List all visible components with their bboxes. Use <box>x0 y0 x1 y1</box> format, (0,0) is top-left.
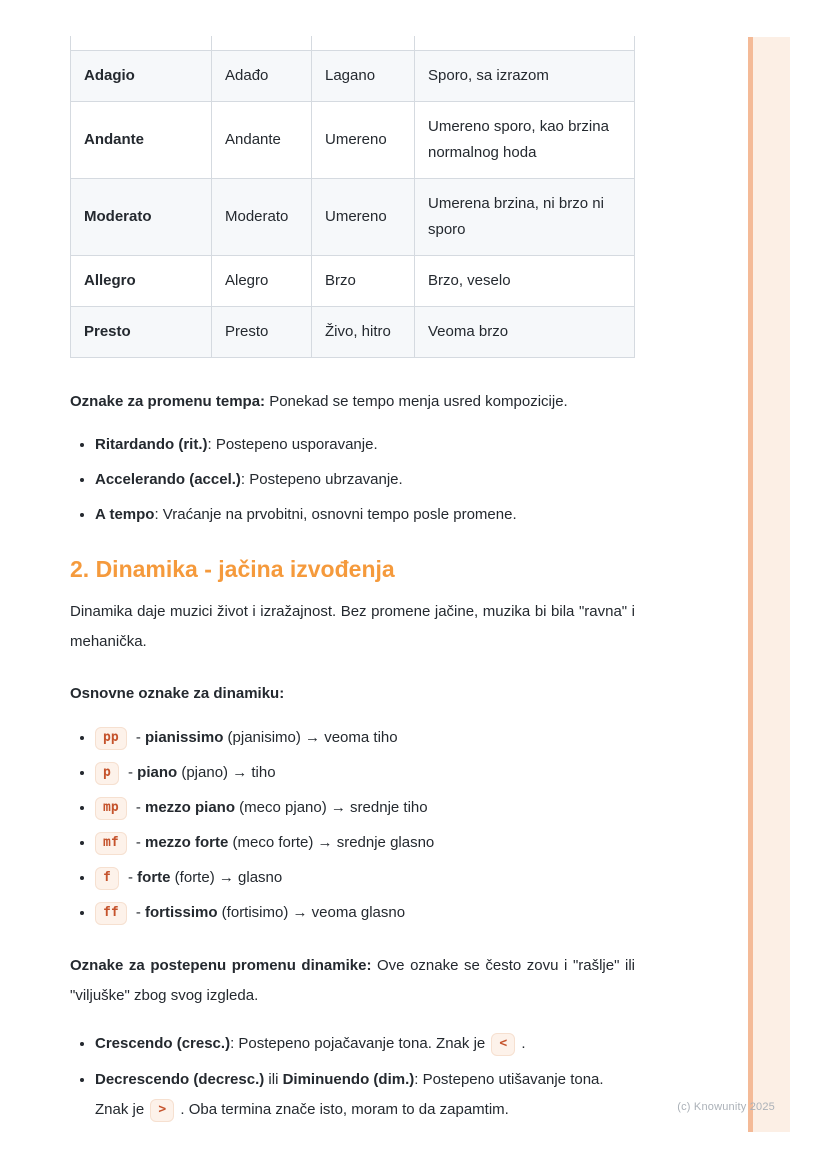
table-cell-pronunciation: Moderato <box>212 178 312 255</box>
table-cell-description: Umerena brzina, ni brzo ni sporo <box>415 178 635 255</box>
dash: - <box>128 763 138 781</box>
document-content <box>70 36 635 1131</box>
table-cell-term: Andante <box>71 101 212 178</box>
badge-decrescendo-symbol: > <box>150 1099 174 1122</box>
list-item-mezzo-piano <box>95 795 635 820</box>
term-label: Crescendo (cresc.) <box>95 1034 231 1052</box>
table-cell-term: Presto <box>71 306 212 357</box>
table-cell-pronunciation: Adađo <box>212 50 312 101</box>
list-item-mezzo-forte <box>95 830 635 855</box>
table-cell-tempo: Umereno <box>312 178 415 255</box>
table-cell-description: Sporo, sa izrazom <box>415 50 635 101</box>
list-item-ritardando <box>95 432 635 458</box>
mark-text: (meco pjano) → srednje tiho <box>235 798 428 816</box>
table-cell-empty <box>71 36 212 50</box>
table-cell-tempo: Lagano <box>312 50 415 101</box>
table-cell-tempo: Brzo <box>312 255 415 306</box>
mark-name: mezzo piano <box>145 798 236 816</box>
table-cell-tempo: Živo, hitro <box>312 306 415 357</box>
page-edge-decoration <box>748 37 790 1132</box>
table-cell-tempo: Umereno <box>312 101 415 178</box>
term-text: : Postepeno usporavanje. <box>207 435 378 453</box>
dash: - <box>135 728 145 746</box>
term-label: Accelerando (accel.) <box>95 470 241 488</box>
list-item-crescendo <box>95 1029 635 1059</box>
term-label: Ritardando (rit.) <box>95 435 208 453</box>
mark-text: (meco forte) → srednje glasno <box>228 833 435 851</box>
gradual-dynamics-lead <box>70 951 635 1011</box>
mark-text: (fortisimo) → veoma glasno <box>217 903 406 921</box>
list-item-decrescendo <box>95 1065 635 1125</box>
tempo-table <box>70 36 635 358</box>
term-label2: Diminuendo (dim.) <box>282 1070 415 1088</box>
table-cell-empty <box>415 36 635 50</box>
table-row <box>71 306 635 357</box>
mark-name: fortissimo <box>145 903 218 921</box>
term-mid: ili <box>264 1070 283 1088</box>
mark-text: (pjano) → tiho <box>177 763 276 781</box>
table-cell-pronunciation: Presto <box>212 306 312 357</box>
term-tail: . Oba termina znače isto, moram to da zapamtim. <box>176 1100 509 1118</box>
list-item-accelerando <box>95 467 635 493</box>
badge-crescendo-symbol: < <box>491 1033 515 1056</box>
badge-p: p <box>95 762 119 785</box>
table-cell-term: Allegro <box>71 255 212 306</box>
tempo-change-lead <box>70 389 635 415</box>
table-cell-pronunciation: Andante <box>212 101 312 178</box>
table-row <box>71 50 635 101</box>
mark-text: (forte) → glasno <box>170 868 283 886</box>
list-item-fortissimo <box>95 900 635 925</box>
tempo-change-lead-bold: Oznake za promenu tempa: <box>70 392 266 410</box>
list-item-piano <box>95 760 635 785</box>
dash: - <box>135 833 145 851</box>
table-cell-term: Adagio <box>71 50 212 101</box>
table-row <box>71 178 635 255</box>
table-cell-description: Veoma brzo <box>415 306 635 357</box>
dynamics-marks-list <box>70 725 635 925</box>
term-tail: . <box>517 1034 526 1052</box>
dash: - <box>135 798 145 816</box>
dash: - <box>135 903 145 921</box>
term-text: : Postepeno pojačavanje tona. Znak je <box>230 1034 490 1052</box>
term-text: : Postepeno utišavanje tona. Znak je <box>95 1070 604 1118</box>
table-row <box>71 255 635 306</box>
list-item-forte <box>95 865 635 890</box>
badge-f: f <box>95 867 119 890</box>
dynamics-list-lead: Osnovne oznake za dinamiku: <box>70 684 285 702</box>
table-cell-empty <box>212 36 312 50</box>
tempo-change-list <box>70 432 635 528</box>
tempo-change-lead-text: Ponekad se tempo menja usred kompozicije. <box>265 392 568 410</box>
list-item-a-tempo <box>95 502 635 528</box>
gradual-lead-bold: Oznake za postepenu promenu dinamike: <box>70 956 372 974</box>
list-item-pianissimo <box>95 725 635 750</box>
dynamics-intro: Dinamika daje muzici život i izražajnost. Bez promene jačine, muzika bi bila "ravna" i mehanička. <box>70 602 635 650</box>
table-cell-pronunciation: Alegro <box>212 255 312 306</box>
badge-pp: pp <box>95 727 127 750</box>
term-label: A tempo <box>95 505 155 523</box>
mark-name: mezzo forte <box>145 833 229 851</box>
badge-mp: mp <box>95 797 127 820</box>
table-cell-term: Moderato <box>71 178 212 255</box>
table-row <box>71 101 635 178</box>
table-cell-description: Umereno sporo, kao brzina normalnog hoda <box>415 101 635 178</box>
mark-name: piano <box>137 763 178 781</box>
section-heading-dinamika: 2. Dinamika - jačina izvođenja <box>70 555 395 582</box>
term-text: : Vraćanje na prvobitni, osnovni tempo posle promene. <box>154 505 517 523</box>
gradual-lead-text: Ove oznake se često zovu i "rašlje" ili "viljuške" zbog svog izgleda. <box>70 956 635 1004</box>
mark-name: pianissimo <box>145 728 224 746</box>
mark-text: (pjanisimo) → veoma tiho <box>223 728 398 746</box>
copyright-footer: (c) Knowunity 2025 <box>677 1101 775 1113</box>
badge-mf: mf <box>95 832 127 855</box>
term-label: Decrescendo (decresc.) <box>95 1070 265 1088</box>
badge-ff: ff <box>95 902 127 925</box>
hairpins-list <box>70 1029 635 1125</box>
table-cell-description: Brzo, veselo <box>415 255 635 306</box>
table-cell-empty <box>312 36 415 50</box>
table-row-partial <box>71 36 635 50</box>
term-text: : Postepeno ubrzavanje. <box>240 470 403 488</box>
mark-name: forte <box>137 868 171 886</box>
dash: - <box>128 868 138 886</box>
